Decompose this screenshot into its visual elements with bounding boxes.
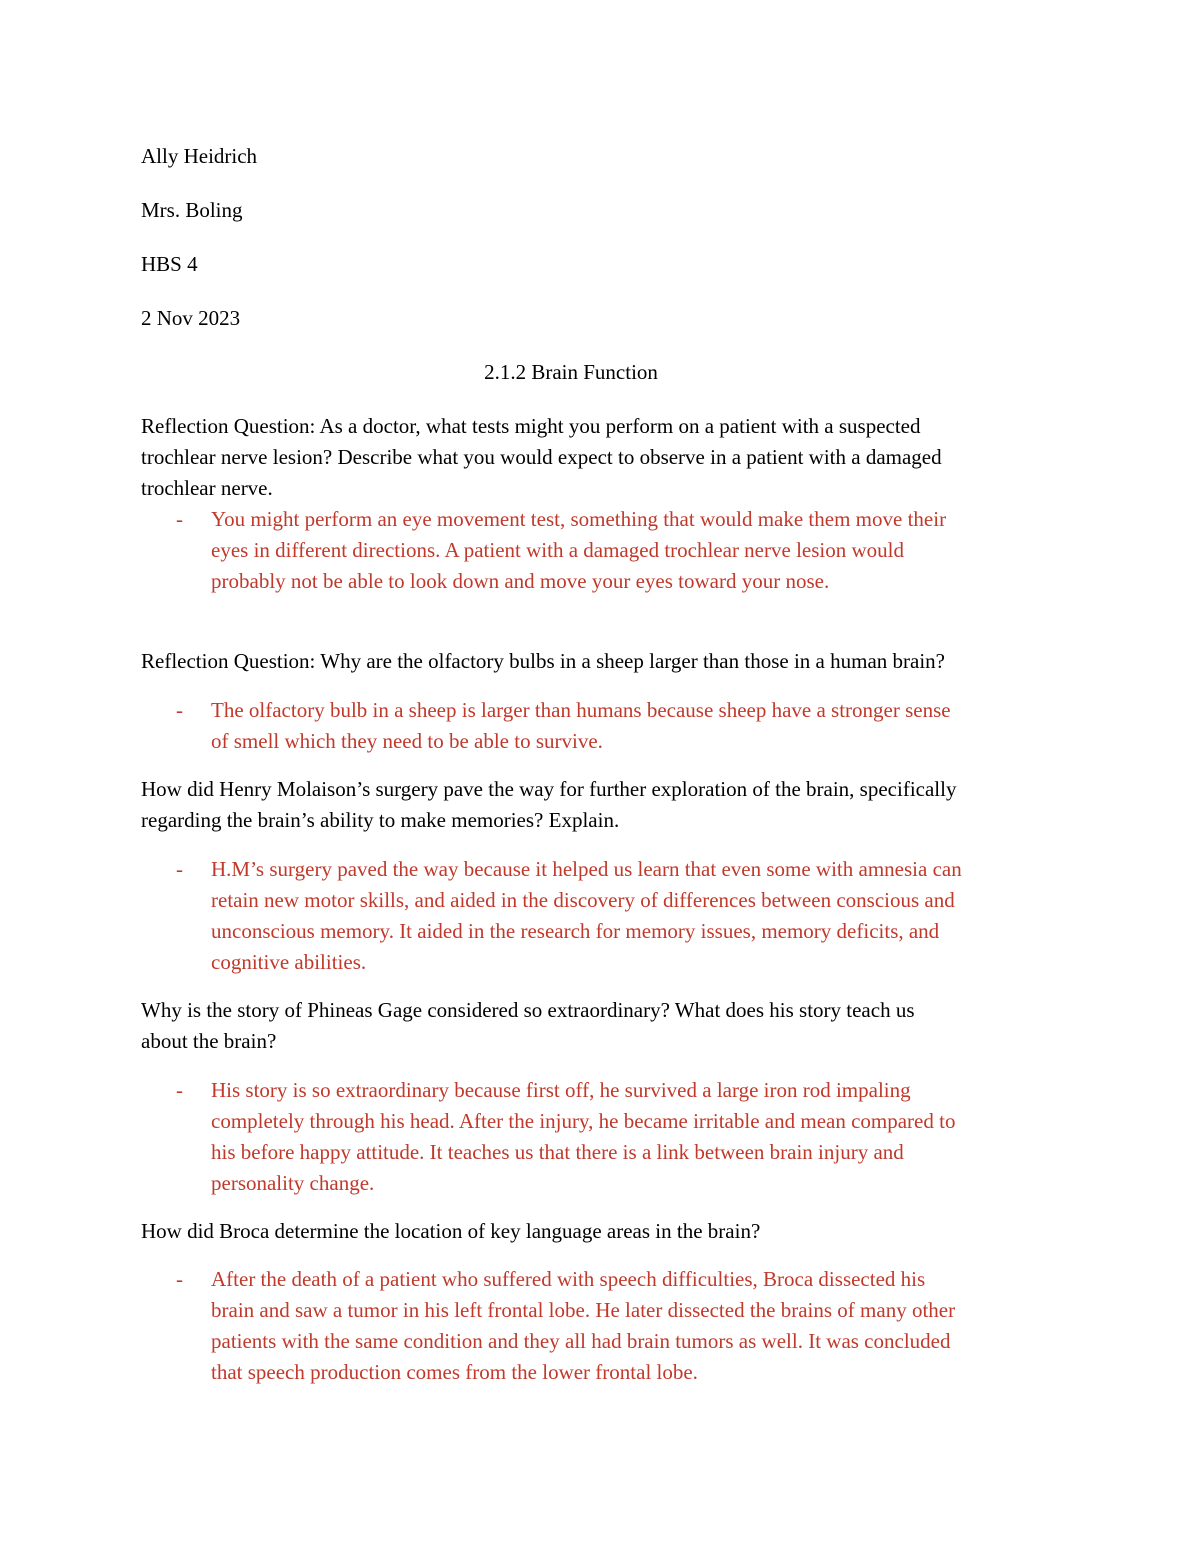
course-name: HBS 4 — [141, 252, 198, 276]
answer-line: unconscious memory. It aided in the research for memory issues, memory deficits, and — [211, 919, 940, 943]
answer-line: eyes in different directions. A patient with a damaged trochlear nerve lesion would — [211, 538, 904, 562]
question-text — [141, 995, 1061, 1057]
answer-text — [141, 504, 1061, 597]
answer-text — [141, 1075, 1061, 1199]
bullet-dash: - — [176, 1267, 183, 1291]
answer-line: cognitive abilities. — [211, 950, 367, 974]
question-block-2 — [141, 646, 1061, 757]
answer-line: completely through his head. After the injury, he became irritable and mean compared to — [211, 1109, 956, 1133]
question-block-1 — [141, 411, 1061, 597]
answer-line: personality change. — [211, 1171, 375, 1195]
bullet-dash: - — [176, 507, 183, 531]
answer-line: brain and saw a tumor in his left frontal lobe. He later dissected the brains of many other — [211, 1298, 956, 1322]
question-text — [141, 774, 1061, 836]
bullet-dash: - — [176, 1078, 183, 1102]
question-text — [141, 411, 1061, 504]
question-text — [141, 646, 1061, 677]
question-line: about the brain? — [141, 1029, 277, 1053]
answer-line: H.M’s surgery paved the way because it helped us learn that even some with amnesia can — [211, 857, 962, 881]
question-line: Reflection Question: Why are the olfactory bulbs in a sheep larger than those in a human brain? — [141, 649, 945, 673]
question-line: Reflection Question: As a doctor, what tests might you perform on a patient with a suspected — [141, 414, 921, 438]
question-block-3 — [141, 774, 1061, 978]
answer-text — [141, 695, 1061, 757]
document-title: 2.1.2 Brain Function — [484, 360, 658, 384]
answer-line: After the death of a patient who suffered with speech difficulties, Broca dissected his — [211, 1267, 926, 1291]
question-line: Why is the story of Phineas Gage considered so extraordinary? What does his story teach us — [141, 998, 915, 1022]
answer-text — [141, 1264, 1061, 1388]
bullet-dash: - — [176, 857, 183, 881]
answer-line: his before happy attitude. It teaches us that there is a link between brain injury and — [211, 1140, 904, 1164]
question-line: regarding the brain’s ability to make memories? Explain. — [141, 808, 620, 832]
question-line: How did Henry Molaison’s surgery pave the way for further exploration of the brain, specifically — [141, 777, 957, 801]
answer-line: of smell which they need to be able to survive. — [211, 729, 603, 753]
answer-line: The olfactory bulb in a sheep is larger than humans because sheep have a stronger sense — [211, 698, 951, 722]
question-line: How did Broca determine the location of key language areas in the brain? — [141, 1219, 761, 1243]
question-line: trochlear nerve lesion? Describe what you would expect to observe in a patient with a damaged — [141, 445, 942, 469]
answer-line: retain new motor skills, and aided in the discovery of differences between conscious and — [211, 888, 955, 912]
question-line: trochlear nerve. — [141, 476, 273, 500]
answer-line: that speech production comes from the lower frontal lobe. — [211, 1360, 698, 1384]
question-block-5 — [141, 1216, 1061, 1388]
answer-text — [141, 854, 1061, 978]
bullet-dash: - — [176, 698, 183, 722]
student-name: Ally Heidrich — [141, 144, 258, 168]
document-body — [141, 141, 1061, 1388]
document-date: 2 Nov 2023 — [141, 306, 241, 330]
question-text — [141, 1216, 1061, 1247]
answer-line: patients with the same condition and they all had brain tumors as well. It was concluded — [211, 1329, 951, 1353]
answer-line: His story is so extraordinary because first off, he survived a large iron rod impaling — [211, 1078, 911, 1102]
teacher-name: Mrs. Boling — [141, 198, 243, 222]
question-block-4 — [141, 995, 1061, 1199]
answer-line: probably not be able to look down and move your eyes toward your nose. — [211, 569, 830, 593]
answer-line: You might perform an eye movement test, something that would make them move their — [211, 507, 947, 531]
